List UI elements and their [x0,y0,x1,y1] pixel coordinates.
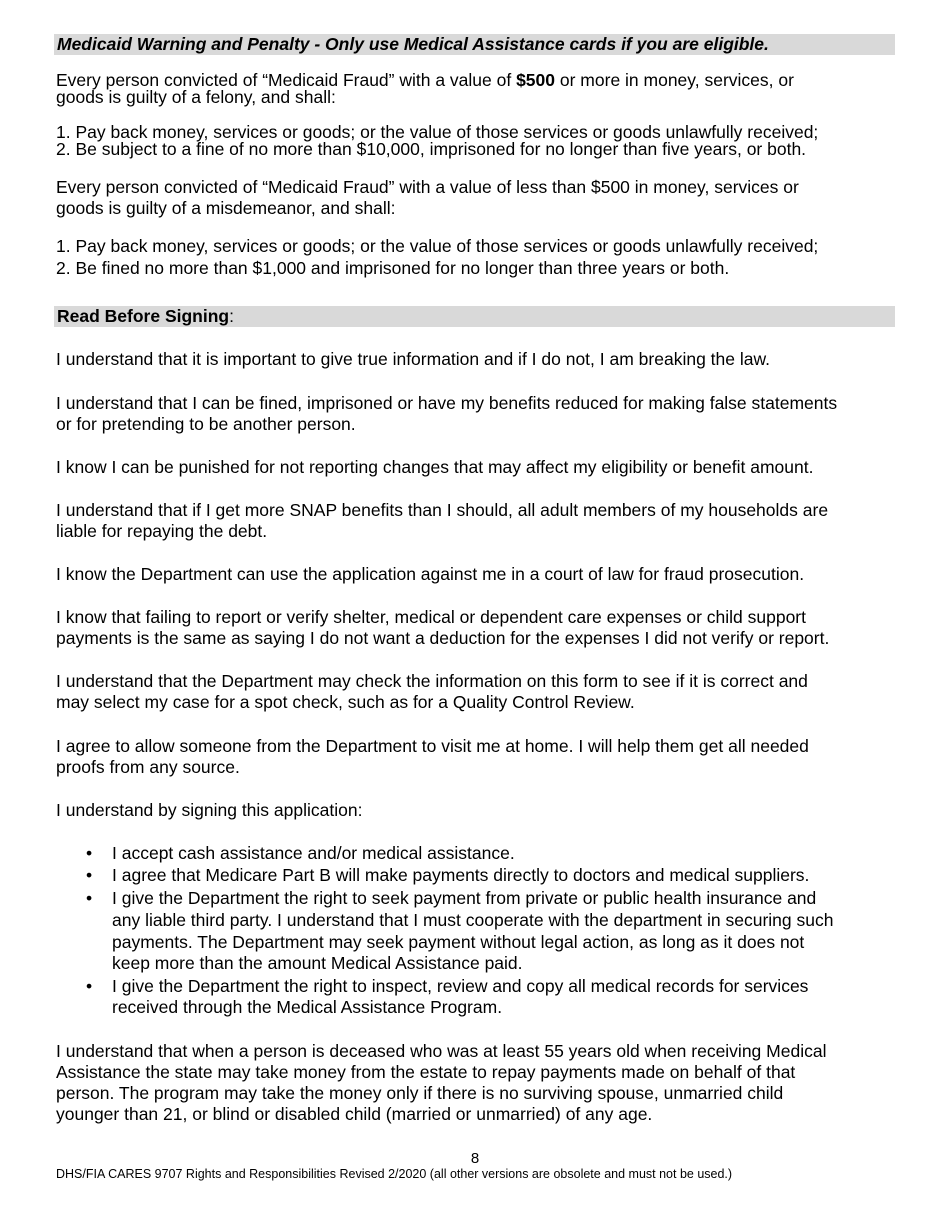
felony-item-2: 2. Be subject to a fine of no more than $10,000, imprisoned for no longer than five years, or both. [56,139,807,159]
estate-line-1: I understand that when a person is deceased who was at least 55 years old when receiving Medical [56,1041,827,1061]
statement-snap-line-2: liable for repaying the debt. [56,521,268,541]
misdemeanor-item-1: 1. Pay back money, services or goods; or the value of those services or goods unlawfully received; [56,236,819,256]
misdemeanor-line-1: Every person convicted of “Medicaid Fraud” with a value of less than $500 in money, services or [56,177,799,197]
bullet-icon: • [86,888,93,908]
estate-line-2: Assistance the state may take money from the estate to repay payments made on behalf of that [56,1062,796,1082]
bullet-records-line-2: received through the Medical Assistance Program. [112,997,503,1017]
statement-fined-line-1: I understand that I can be fined, imprisoned or have my benefits reduced for making false statements [56,393,838,413]
statement-fined-line-2: or for pretending to be another person. [56,414,356,434]
bullet-icon: • [86,843,93,863]
felony-line-2: goods is guilty of a felony, and shall: [56,87,336,107]
statement-fraud-prosecution: I know the Department can use the application against me in a court of law for fraud prosecution. [56,564,805,584]
estate-line-4: younger than 21, or blind or disabled child (married or unmarried) of any age. [56,1104,653,1124]
statement-expenses-line-1: I know that failing to report or verify shelter, medical or dependent care expenses or child support [56,607,806,627]
bullet-icon: • [86,976,93,996]
bullet-cash-assistance: I accept cash assistance and/or medical assistance. [112,843,515,863]
statement-quality-line-1: I understand that the Department may check the information on this form to see if it is correct and [56,671,808,691]
felony-line-1-pre: Every person convicted of “Medicaid Fraud” with a value of [56,70,517,90]
felony-amount: $500 [516,70,556,90]
read-heading-colon: : [229,306,234,326]
felony-line-1-post: or more in money, services, or [555,70,794,90]
misdemeanor-item-2: 2. Be fined no more than $1,000 and imprisoned for no longer than three years or both. [56,258,730,278]
estate-line-3: person. The program may take the money only if there is no surviving spouse, unmarried child [56,1083,784,1103]
read-heading [57,306,234,327]
bullet-records-line-1: I give the Department the right to inspect, review and copy all medical records for services [112,976,809,996]
statement-snap-line-1: I understand that if I get more SNAP benefits than I should, all adult members of my households are [56,500,829,520]
page-number: 8 [470,1150,480,1167]
bullet-icon: • [86,865,93,885]
statement-home-visit-line-1: I agree to allow someone from the Department to visit me at home. I will help them get all needed [56,736,809,756]
bullet-payment-line-2: any liable third party. I understand that I must cooperate with the department in securing such [112,910,834,930]
statement-home-visit-line-2: proofs from any source. [56,757,240,777]
statement-expenses-line-2: payments is the same as saying I do not want a deduction for the expenses I did not verify or report. [56,628,830,648]
read-heading-label: Read Before Signing [57,306,230,326]
bullet-payment-line-1: I give the Department the right to seek payment from private or public health insurance and [112,888,817,908]
form-footer: DHS/FIA CARES 9707 Rights and Responsibilities Revised 2/2020 (all other versions are obsolete and must not be used.) [56,1167,733,1181]
felony-item-1: 1. Pay back money, services or goods; or the value of those services or goods unlawfully received; [56,122,819,142]
bullet-payment-line-4: keep more than the amount Medical Assistance paid. [112,953,523,973]
statement-true-info: I understand that it is important to give true information and if I do not, I am breaking the law. [56,349,771,369]
bullet-medicare: I agree that Medicare Part B will make payments directly to doctors and medical suppliers. [112,865,810,885]
statement-signing-intro: I understand by signing this application: [56,800,363,820]
warning-heading: Medicaid Warning and Penalty - Only use Medical Assistance cards if you are eligible. [57,34,769,54]
statement-quality-line-2: may select my case for a spot check, such as for a Quality Control Review. [56,692,635,712]
statement-reporting-changes: I know I can be punished for not reporting changes that may affect my eligibility or benefit amount. [56,457,814,477]
misdemeanor-line-2: goods is guilty of a misdemeanor, and shall: [56,198,396,218]
bullet-payment-line-3: payments. The Department may seek payment without legal action, as long as it does not [112,932,805,952]
